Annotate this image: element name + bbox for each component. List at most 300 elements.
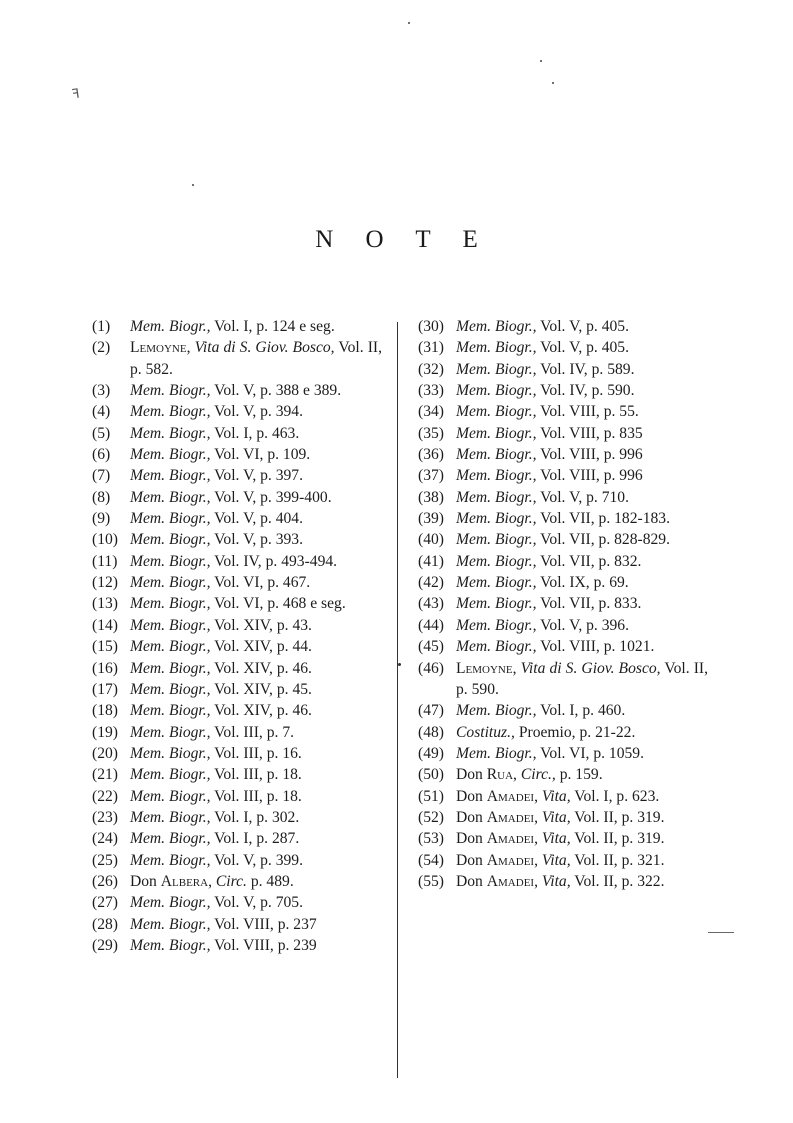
note-text-run: Vol. XIV, p. 45. (210, 680, 312, 698)
note-text-run: Mem. Biogr., (130, 382, 211, 400)
note-text-run: Vol. V, p. 404. (210, 510, 304, 528)
note-text-run: Amadei, (486, 787, 538, 805)
note-text (130, 700, 382, 721)
note-text (456, 786, 708, 807)
notes-column-left (92, 316, 382, 1086)
note-text-run: p. 489. (246, 872, 294, 890)
note-number: (3) (92, 382, 111, 400)
note-text-run: Vol. I, p. 460. (536, 702, 626, 720)
note-number: (37) (418, 467, 444, 485)
note-text-run: Vol. V, p. 393. (210, 531, 304, 549)
note-text (456, 380, 708, 401)
note-entry (418, 615, 708, 636)
note-number: (52) (418, 808, 444, 826)
note-number: (30) (418, 318, 444, 335)
note-text-run: Vol. V, p. 388 e 389. (210, 382, 342, 400)
notes-column-right (418, 316, 708, 1086)
note-text (130, 401, 382, 422)
note-text (130, 487, 382, 508)
note-text-run: Vol. XIV, p. 46. (210, 702, 312, 720)
note-entry (92, 786, 382, 807)
note-text-run: Vol. VI, p. 109. (210, 446, 311, 464)
note-text-run: Albera, (160, 872, 212, 890)
note-text (456, 487, 708, 508)
note-entry (418, 380, 708, 401)
note-text-run: Mem. Biogr., (130, 894, 211, 912)
note-text-run: Vol. VIII, p. 239 (210, 936, 317, 954)
note-text (130, 508, 382, 529)
note-number: (23) (92, 808, 118, 826)
note-entry (92, 743, 382, 764)
note-text (456, 444, 708, 465)
note-entry (92, 850, 382, 871)
note-text-run: Vol. V, p. 405. (536, 318, 630, 335)
note-text-run: Amadei, (486, 851, 538, 869)
note-text-run: Mem. Biogr., (130, 766, 211, 784)
note-text (456, 423, 708, 444)
note-number: (7) (92, 467, 111, 485)
note-text-run: Vol. II, p. 582. (130, 339, 383, 378)
note-text (130, 444, 382, 465)
note-text-run: Costituz., (456, 723, 515, 741)
note-text (130, 722, 382, 743)
note-text-run: Mem. Biogr., (130, 915, 211, 933)
note-text-run: Mem. Biogr., (130, 574, 211, 592)
note-text-run: Vol. XIV, p. 43. (210, 616, 312, 634)
note-entry (92, 380, 382, 401)
note-text (456, 465, 708, 486)
note-number: (12) (92, 574, 118, 592)
note-number: (19) (92, 723, 118, 741)
note-text-run: Vol. II, p. 321. (570, 851, 665, 869)
note-entry (418, 828, 708, 849)
note-text-run: Vol. VIII, p. 1021. (536, 638, 655, 656)
note-text-run: Don (456, 787, 487, 805)
note-number: (34) (418, 403, 444, 421)
print-speck (408, 22, 410, 24)
note-number: (24) (92, 830, 118, 848)
note-text (130, 828, 382, 849)
note-entry (92, 679, 382, 700)
note-number: (48) (418, 723, 444, 741)
note-text (456, 850, 708, 871)
note-text-run: Vol. II, p. 319. (570, 808, 665, 826)
note-number: (32) (418, 360, 444, 378)
note-number: (10) (92, 531, 118, 549)
note-text-run: Vol. V, p. 394. (210, 403, 304, 421)
note-text (130, 380, 382, 401)
note-entry (92, 764, 382, 785)
note-text-run: Mem. Biogr., (130, 552, 211, 570)
note-text-run: Mem. Biogr., (130, 830, 211, 848)
note-text (130, 658, 382, 679)
note-entry (418, 764, 708, 785)
note-text-run: Mem. Biogr., (130, 616, 211, 634)
margin-mark (708, 932, 734, 933)
note-text-run: Vol. XIV, p. 44. (210, 638, 312, 656)
note-number: (18) (92, 702, 118, 720)
note-text (130, 892, 382, 913)
note-entry (418, 636, 708, 657)
note-text (130, 615, 382, 636)
note-text-run: Vol. VI, p. 467. (210, 574, 311, 592)
note-number: (15) (92, 638, 118, 656)
note-text (130, 636, 382, 657)
note-text-run: Circ., (520, 766, 556, 784)
note-entry (418, 337, 708, 358)
note-text (456, 807, 708, 828)
note-number: (9) (92, 510, 111, 528)
note-entry (418, 551, 708, 572)
note-text (130, 743, 382, 764)
note-entry (92, 658, 382, 679)
note-entry (92, 871, 382, 892)
note-text-run: Vita, (541, 808, 571, 826)
note-number: (17) (92, 680, 118, 698)
print-speck (540, 60, 542, 62)
note-entry (92, 615, 382, 636)
page-corner-mark: ꟻ (70, 85, 81, 102)
note-entry (418, 871, 708, 892)
note-entry (92, 423, 382, 444)
note-text-run: Lemoyne, (130, 339, 191, 357)
note-number: (11) (92, 552, 118, 570)
note-number: (27) (92, 894, 118, 912)
note-text-run: Amadei, (486, 872, 538, 890)
note-entry (418, 572, 708, 593)
note-entry (418, 529, 708, 550)
note-text-run: Vol. IV, p. 493-494. (210, 552, 338, 570)
note-text-run: Mem. Biogr., (130, 318, 211, 335)
note-text (130, 572, 382, 593)
note-number: (47) (418, 702, 444, 720)
note-text-run: Vol. VIII, p. 55. (536, 403, 639, 421)
note-text-run: p. 159. (555, 766, 603, 784)
note-text-run: Vita di S. Giov. Bosco, (194, 339, 335, 357)
note-entry (418, 508, 708, 529)
note-text-run: Mem. Biogr., (456, 574, 537, 592)
note-text-run: Mem. Biogr., (130, 659, 211, 677)
note-text-run: Mem. Biogr., (456, 638, 537, 656)
note-text-run: Vol. V, p. 710. (536, 488, 630, 506)
note-entry (418, 444, 708, 465)
note-entry (418, 850, 708, 871)
note-text-run: Mem. Biogr., (456, 382, 537, 400)
note-number: (26) (92, 872, 118, 890)
note-text (456, 359, 708, 380)
note-entry (418, 658, 708, 701)
note-text-run: Vol. V, p. 399-400. (210, 488, 332, 506)
note-number: (55) (418, 872, 444, 890)
note-number: (45) (418, 638, 444, 656)
note-text-run: Vol. VI, p. 1059. (536, 744, 645, 762)
note-entry (418, 807, 708, 828)
note-number: (50) (418, 766, 444, 784)
note-number: (28) (92, 915, 118, 933)
note-entry (92, 935, 382, 956)
note-entry (418, 700, 708, 721)
note-number: (43) (418, 595, 444, 613)
note-text (130, 786, 382, 807)
note-text-run: Mem. Biogr., (130, 680, 211, 698)
print-speck (398, 663, 401, 666)
note-text-run: Vol. VII, p. 182-183. (536, 510, 670, 528)
note-text-run: Vol. V, p. 405. (536, 339, 630, 357)
note-text-run: Vol. V, p. 397. (210, 467, 304, 485)
note-entry (418, 465, 708, 486)
note-text (456, 572, 708, 593)
note-number: (39) (418, 510, 444, 528)
note-text (130, 465, 382, 486)
note-text (456, 551, 708, 572)
note-text-run: Vita, (541, 830, 571, 848)
note-text-run: Mem. Biogr., (130, 808, 211, 826)
note-text-run: Vol. VII, p. 828-829. (536, 531, 670, 549)
note-text-run: Vol. III, p. 7. (210, 723, 295, 741)
note-text-run: Vol. VII, p. 833. (536, 595, 642, 613)
note-text-run: Mem. Biogr., (456, 510, 537, 528)
note-text (130, 850, 382, 871)
note-text-run: Amadei, (486, 830, 538, 848)
print-speck (192, 184, 194, 186)
note-text-run: Vol. V, p. 705. (210, 894, 304, 912)
note-entry (92, 722, 382, 743)
note-number: (16) (92, 659, 118, 677)
note-entry (92, 401, 382, 422)
note-entry (92, 700, 382, 721)
note-text (130, 807, 382, 828)
note-number: (31) (418, 339, 444, 357)
note-text-run: Vol. XIV, p. 46. (210, 659, 312, 677)
note-text-run: Mem. Biogr., (456, 744, 537, 762)
note-number: (53) (418, 830, 444, 848)
note-text-run: Mem. Biogr., (456, 403, 537, 421)
note-entry (418, 316, 708, 337)
note-text-run: Mem. Biogr., (456, 446, 537, 464)
note-entry (92, 828, 382, 849)
note-text-run: Mem. Biogr., (130, 467, 211, 485)
note-text-run: Mem. Biogr., (456, 616, 537, 634)
note-text-run: Mem. Biogr., (456, 552, 537, 570)
note-number: (33) (418, 382, 444, 400)
note-text-run: Don (456, 872, 487, 890)
note-text-run: Vol. VIII, p. 996 (536, 467, 643, 485)
note-text-run: Mem. Biogr., (130, 595, 211, 613)
note-text (456, 529, 708, 550)
note-text-run: Mem. Biogr., (456, 339, 537, 357)
note-text (130, 529, 382, 550)
note-text-run: Mem. Biogr., (130, 446, 211, 464)
note-text-run: Vol. II, p. 322. (570, 872, 665, 890)
note-text (130, 551, 382, 572)
note-number: (41) (418, 552, 444, 570)
note-text (130, 679, 382, 700)
note-text (456, 636, 708, 657)
note-text-run: Lemoyne, (456, 659, 517, 677)
note-text (456, 508, 708, 529)
note-entry (92, 316, 382, 337)
note-text-run: Vol. IV, p. 590. (536, 382, 635, 400)
note-text-run: Proemio, p. 21-22. (514, 723, 636, 741)
note-number: (21) (92, 766, 118, 784)
note-text-run: Vol. V, p. 396. (536, 616, 630, 634)
note-text (456, 337, 708, 358)
note-text-run: Vol. I, p. 463. (210, 424, 300, 442)
note-text-run: Rua, (486, 766, 517, 784)
note-text-run: Mem. Biogr., (456, 318, 537, 335)
note-text-run: Vita di S. Giov. Bosco, (520, 659, 661, 677)
note-entry (418, 593, 708, 614)
note-text-run: Circ. (215, 872, 247, 890)
note-text-run: Mem. Biogr., (130, 702, 211, 720)
note-entry (418, 359, 708, 380)
note-text-run: Mem. Biogr., (456, 531, 537, 549)
note-text-run: Vol. II, p. 590. (456, 659, 709, 698)
note-text-run: Vol. I, p. 124 e seg. (210, 318, 335, 335)
note-number: (51) (418, 787, 444, 805)
note-text (130, 914, 382, 935)
note-text-run: Vita, (541, 787, 571, 805)
note-text (130, 593, 382, 614)
note-number: (54) (418, 851, 444, 869)
note-text-run: Mem. Biogr., (130, 723, 211, 741)
note-text-run: Vita, (541, 851, 571, 869)
note-entry (92, 572, 382, 593)
note-text-run: Mem. Biogr., (130, 936, 211, 954)
note-text-run: Mem. Biogr., (456, 467, 537, 485)
note-text-run: Amadei, (486, 808, 538, 826)
note-number: (36) (418, 446, 444, 464)
note-text (456, 743, 708, 764)
note-entry (418, 423, 708, 444)
note-number: (35) (418, 424, 444, 442)
note-text-run: Mem. Biogr., (130, 851, 211, 869)
note-text-run: Mem. Biogr., (130, 638, 211, 656)
notes-columns (92, 316, 712, 1086)
note-text-run: Vol. VI, p. 468 e seg. (210, 595, 346, 613)
note-entry (418, 786, 708, 807)
note-text (130, 423, 382, 444)
note-entry (92, 551, 382, 572)
note-text-run: Mem. Biogr., (456, 702, 537, 720)
note-text (130, 764, 382, 785)
note-text-run: Vol. VIII, p. 835 (536, 424, 643, 442)
note-text (456, 593, 708, 614)
note-text (456, 615, 708, 636)
note-text-run: Mem. Biogr., (130, 787, 211, 805)
note-text-run: Mem. Biogr., (456, 424, 537, 442)
note-entry (92, 529, 382, 550)
note-number: (2) (92, 339, 111, 357)
note-entry (92, 593, 382, 614)
note-entry (92, 508, 382, 529)
note-text (130, 871, 382, 892)
note-text-run: Mem. Biogr., (456, 360, 537, 378)
note-text-run: Vol. VII, p. 832. (536, 552, 642, 570)
note-text-run: Vol. I, p. 302. (210, 808, 300, 826)
note-entry (418, 722, 708, 743)
note-text (130, 935, 382, 956)
note-number: (29) (92, 936, 118, 954)
note-entry (92, 892, 382, 913)
note-number: (22) (92, 787, 118, 805)
note-text-run: Mem. Biogr., (456, 595, 537, 613)
note-number: (4) (92, 403, 111, 421)
note-entry (418, 487, 708, 508)
note-text-run: Don (130, 872, 161, 890)
note-text-run: Mem. Biogr., (130, 403, 211, 421)
print-speck (552, 82, 554, 84)
note-text-run: Vol. I, p. 623. (570, 787, 660, 805)
note-text-run: Mem. Biogr., (130, 424, 211, 442)
note-number: (14) (92, 616, 118, 634)
note-text-run: Vol. III, p. 18. (210, 787, 302, 805)
note-number: (46) (418, 659, 444, 677)
note-text-run: Mem. Biogr., (130, 510, 211, 528)
note-number: (8) (92, 488, 111, 506)
note-entry (92, 465, 382, 486)
note-number: (1) (92, 318, 111, 335)
note-text-run: Vol. III, p. 16. (210, 744, 302, 762)
note-text-run: Don (456, 766, 487, 784)
note-number: (38) (418, 488, 444, 506)
note-text (456, 828, 708, 849)
note-number: (20) (92, 744, 118, 762)
note-text-run: Mem. Biogr., (130, 531, 211, 549)
note-text (130, 337, 382, 380)
note-number: (13) (92, 595, 118, 613)
note-text (130, 316, 382, 337)
note-text (456, 316, 708, 337)
column-divider (397, 322, 398, 1078)
note-entry (92, 807, 382, 828)
note-text-run: Don (456, 830, 487, 848)
note-entry (92, 636, 382, 657)
note-number: (25) (92, 851, 118, 869)
page-title: N O T E (315, 226, 491, 253)
note-text-run: Vol. VIII, p. 996 (536, 446, 643, 464)
note-number: (40) (418, 531, 444, 549)
note-entry (418, 743, 708, 764)
note-text (456, 401, 708, 422)
note-text-run: Mem. Biogr., (456, 488, 537, 506)
note-number: (44) (418, 616, 444, 634)
note-text-run: Don (456, 808, 487, 826)
note-text-run: Vol. IV, p. 589. (536, 360, 635, 378)
note-number: (5) (92, 424, 111, 442)
note-text-run: Vol. VIII, p. 237 (210, 915, 317, 933)
note-text (456, 871, 708, 892)
note-text-run: Vol. V, p. 399. (210, 851, 304, 869)
note-text-run: Vol. IX, p. 69. (536, 574, 629, 592)
note-entry (92, 914, 382, 935)
note-text (456, 700, 708, 721)
note-text-run: Mem. Biogr., (130, 488, 211, 506)
note-entry (418, 401, 708, 422)
note-text-run: Vita, (541, 872, 571, 890)
note-text-run: Vol. III, p. 18. (210, 766, 302, 784)
note-text-run: Vol. II, p. 319. (570, 830, 665, 848)
note-number: (49) (418, 744, 444, 762)
note-text (456, 722, 708, 743)
note-text (456, 658, 708, 701)
note-text-run: Mem. Biogr., (130, 744, 211, 762)
note-text-run: Vol. I, p. 287. (210, 830, 300, 848)
note-number: (6) (92, 446, 111, 464)
note-entry (92, 337, 382, 380)
note-entry (92, 487, 382, 508)
note-number: (42) (418, 574, 444, 592)
